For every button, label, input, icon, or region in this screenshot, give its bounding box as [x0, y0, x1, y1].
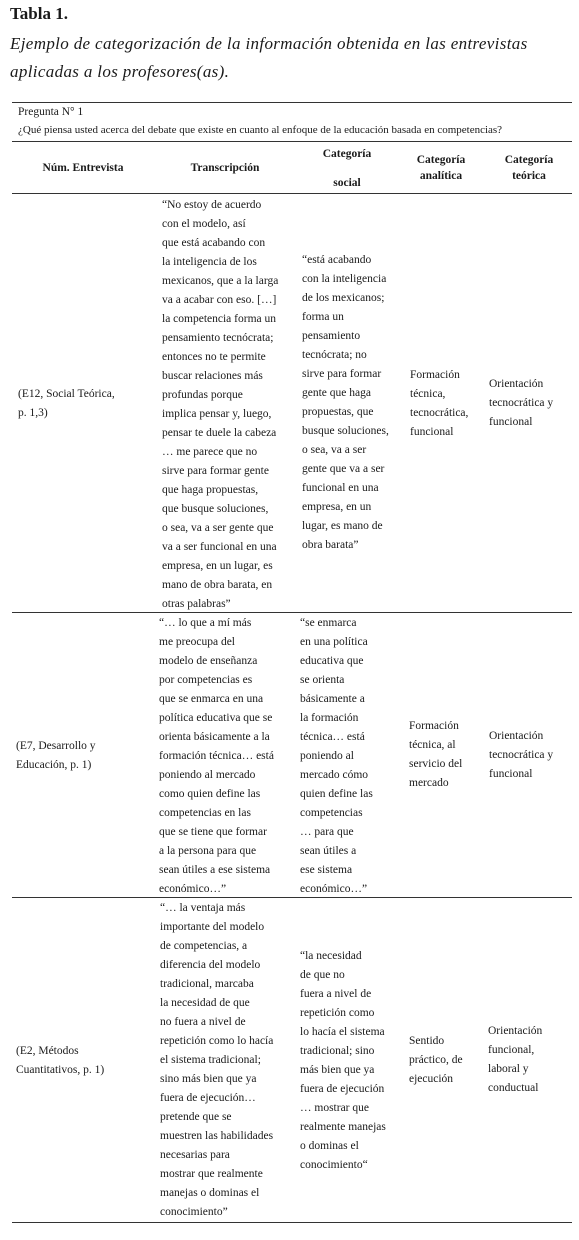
row-1-categoria-teorica: Orientación tecnocrática y funcional — [489, 378, 554, 428]
row-2-num-entrevista: (E7, Desarrollo y Educación, p. 1) — [16, 740, 96, 771]
top-rule — [12, 102, 572, 103]
table-subtitle: Ejemplo de categorización de la información obtenida en las entrevistas aplicadas a los profesores(as). — [10, 34, 528, 81]
row-1-transcripcion: “No estoy de acuerdo con el modelo, así que está acabando con la inteligencia de los mexicanos, que a la larga va a acabar con eso. […] la competencia forma un pensamiento tecnócrata; entonces no te permite buscar relaciones más profundas porque implica pensar y, luego, pensar te duele la cabeza … me parece que no sirve para formar gente que haga propuestas, que busque soluciones, o sea, va a ser gente que va a ser funcional en una empresa, en un lugar, es mano de obra barata, en otras palabras” — [162, 199, 279, 610]
table-title: Tabla 1. — [10, 4, 68, 23]
question-label: Pregunta N° 1 — [18, 106, 84, 118]
row-3-categoria-social: “la necesidad de que no fuera a nivel de repetición como lo hacía el sistema tradicional; sino más bien que ya fuera de ejecución … mostrar que realmente manejas o dominas el conocimiento“ — [300, 950, 386, 1171]
row-3-categoria-analitica: Sentido práctico, de ejecución — [409, 1035, 463, 1085]
header-categoria-social-2: social — [333, 177, 361, 189]
row-1-num-entrevista: (E12, Social Teórica, p. 1,3) — [18, 388, 115, 419]
header-rule — [12, 193, 572, 194]
row-1-categoria-social: “está acabando con la inteligencia de los mexicanos; forma un pensamiento tecnócrata; no sirve para formar gente que haga propuestas, que busque soluciones, o sea, va a ser gente que va a ser funcional en una empresa, en un lugar, es mano de obra barata” — [302, 254, 389, 551]
bottom-rule — [12, 1222, 572, 1223]
row-2-categoria-analitica: Formación técnica, al servicio del mercado — [409, 720, 463, 789]
header-transcripcion: Transcripción — [190, 162, 260, 174]
row-3-num-entrevista: (E2, Métodos Cuantitativos, p. 1) — [16, 1045, 105, 1076]
header-categoria-analitica: Categoría analítica — [416, 154, 466, 182]
row-2-rule — [12, 897, 572, 898]
header-categoria-social-1: Categoría — [322, 148, 372, 160]
header-num-entrevista: Núm. Entrevista — [42, 162, 124, 174]
question-rule — [12, 141, 572, 142]
row-1-categoria-analitica: Formación técnica, tecnocrática, funcional — [410, 369, 469, 438]
row-2-categoria-social: “se enmarca en una política educativa que se orienta básicamente a la formación técnica… está poniendo al mercado cómo quien define las competencias … para que sean útiles a ese sistema económico…” — [300, 617, 373, 895]
row-2-transcripcion: “… lo que a mí más me preocupa del modelo de enseñanza por competencias es que se enmarca en una política educativa que se orienta básicamente a la formación técnica… está poniendo al mercado como quien define las competencias en las que se tiene que formar a la persona para que sean útiles a ese sistema económico…” — [159, 617, 274, 895]
row-1-rule — [12, 612, 572, 613]
row-3-categoria-teorica: Orientación funcional, laboral y conductual — [488, 1025, 543, 1094]
question-text: ¿Qué piensa usted acerca del debate que existe en cuanto al enfoque de la educación basada en competencias? — [18, 124, 503, 136]
header-categoria-teorica: Categoría teórica — [504, 154, 554, 182]
row-2-categoria-teorica: Orientación tecnocrática y funcional — [489, 730, 554, 780]
row-3-transcripcion: “… la ventaja más importante del modelo de competencias, a diferencia del modelo tradicional, marcaba la necesidad de que no fuera a nivel de repetición como lo hacía el sistema tradicional; sino más bien que ya fuera de ejecución… pretende que se muestren las habilidades necesarias para mostrar que realmente manejas o dominas el conocimiento” — [160, 902, 274, 1218]
